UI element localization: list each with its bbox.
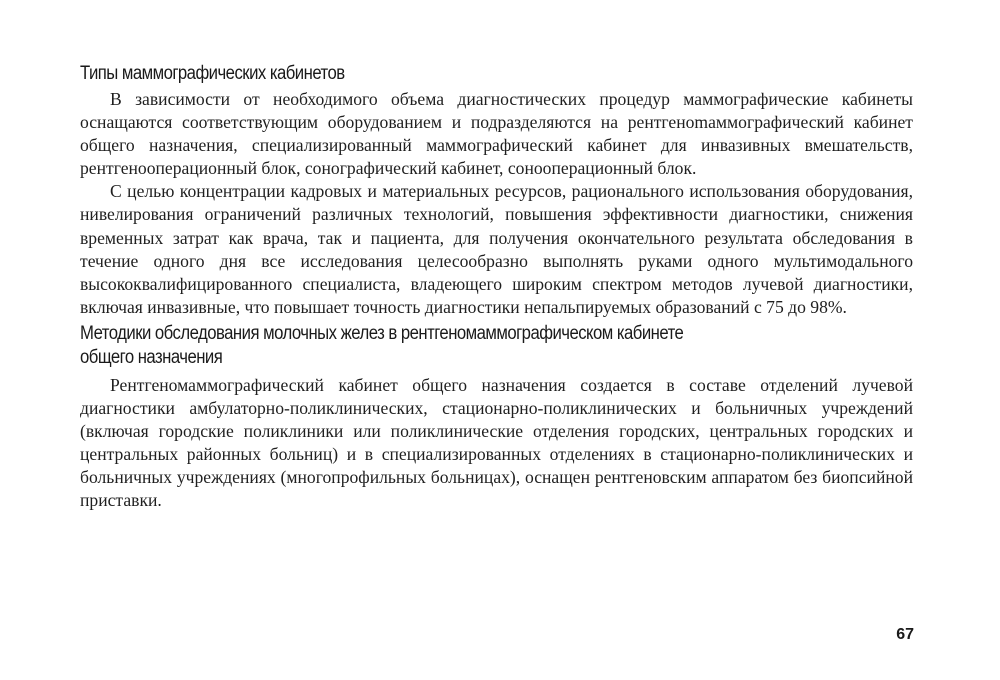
section-mammography-room-types: [80, 62, 913, 319]
section-heading-line: общего назначения: [80, 346, 223, 368]
paragraph: В зависимости от необходимого объема диагностических процедур маммографические кабинеты оснащаются соответствующим оборудованием и подразделяются на рентгеноmаммографический кабинет общего назначения, специализированный маммографический кабинет для инвазивных вмешательств, рентгенооперационный блок, сонографический кабинет, сонооперационный блок.: [80, 89, 913, 179]
page-content: [80, 62, 913, 513]
section-examination-methods: [80, 322, 913, 513]
section-heading-line: Методики обследования молочных желез в рентгеномаммографическом кабинете: [80, 322, 684, 344]
page-number: 67: [896, 626, 914, 643]
section-heading: Типы маммографических кабинетов: [80, 63, 345, 84]
section-heading: [80, 322, 913, 370]
paragraph: С целью концентрации кадровых и материальных ресурсов, рационального использования оборудования, нивелирования ограничений различных технологий, повышения эффективности диагностики, снижения временных затрат как врача, так и пациента, для получения окончательного результата обследования в течение одного дня все исследования целесообразно выполнять руками одного мультимодального высококвалифицированного специалиста, владеющего широким спектром методов лучевой диагностики, включая инвазивные, что повышает точность диагностики непальпируемых образований с 75 до 98%.: [80, 181, 913, 317]
paragraph: Рентгеномаммографический кабинет общего назначения создается в составе отделений лучевой диагностики амбулаторно-поликлинических, стационарно-поликлинических и больничных учреждений (включая городские поликлиники или поликлинические отделения городских, центральных городских и центральных районных больниц) и в специализированных отделениях в стационарно-поликлинических и больничных учреждениях (многопрофильных больницах), оснащен рентгеновским аппаратом без биопсийной приставки.: [80, 374, 913, 511]
